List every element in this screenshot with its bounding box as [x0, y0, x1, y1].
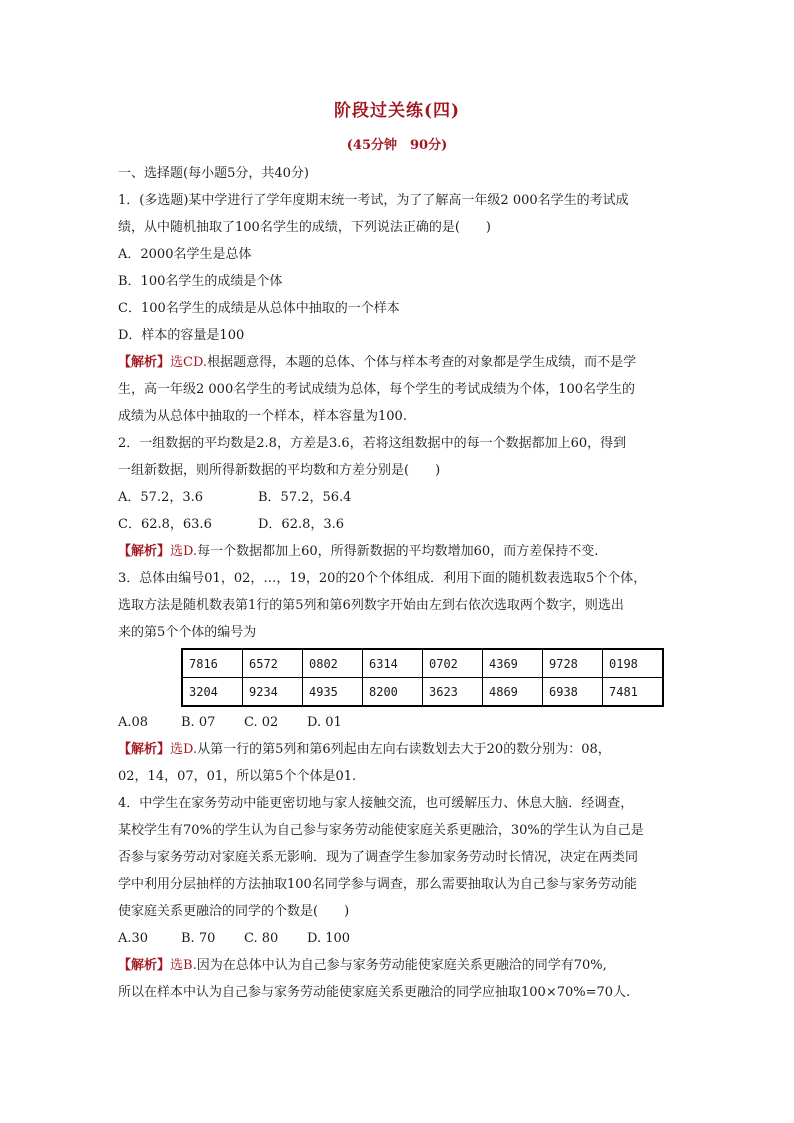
analysis — [118, 538, 678, 565]
option-b: B．57.2，56.4 — [258, 490, 352, 505]
option-d: D. 100 — [307, 931, 351, 946]
option-c: C．100名学生的成绩是从总体中抽取的一个样本 — [118, 301, 400, 316]
analysis — [118, 349, 678, 376]
analysis-label: 【解析】 — [118, 742, 171, 757]
table-cell: 4869 — [483, 678, 543, 707]
table-cell: 9728 — [543, 649, 603, 678]
table-cell: 3204 — [182, 678, 243, 707]
table-cell: 6314 — [363, 649, 423, 678]
table-cell: 7816 — [182, 649, 243, 678]
question-text: 选取方法是随机数表第1行的第5列和第6列数字开始由左到右依次选取两个数字，则选出 — [118, 598, 624, 613]
section-heading: 一、选择题(每小题5分，共40分) — [118, 166, 309, 181]
question-text: 4．中学生在家务劳动中能更密切地与家人接触交流，也可缓解压力、休息大脑．经调查， — [118, 796, 634, 811]
answer: 选CD. — [170, 355, 208, 370]
document-body — [118, 160, 678, 1006]
table-cell: 7481 — [603, 678, 664, 707]
question-text: 来的第5个个体的编号为 — [118, 625, 257, 640]
question-4 — [118, 790, 678, 1006]
table-cell: 0198 — [603, 649, 664, 678]
page-subtitle: (45分钟 90分) — [346, 138, 448, 153]
options-row — [118, 709, 678, 736]
option-c: C．62.8，63.6 — [118, 517, 212, 532]
option-c: C. 02 — [244, 715, 279, 730]
analysis-label: 【解析】 — [118, 958, 171, 973]
random-number-table — [181, 648, 664, 707]
analysis-text: 成绩为从总体中抽取的一个样本，样本容量为100. — [118, 409, 407, 424]
analysis-text: 因为在总体中认为自己参与家务劳动能使家庭关系更融洽的同学有70%, — [196, 958, 607, 973]
page-title: 阶段过关练(四) — [333, 101, 461, 121]
answer: 选D. — [170, 742, 198, 757]
table-cell: 0802 — [303, 649, 363, 678]
analysis-text: 02，14，07，01，所以第5个个体是01. — [118, 769, 357, 784]
question-text: 绩，从中随机抽取了100名学生的成绩，下列说法正确的是( ) — [118, 220, 491, 235]
table-cell: 9234 — [243, 678, 303, 707]
question-text: 学中利用分层抽样的方法抽取100名同学参与调查，那么需要抽取认为自己参与家务劳动能 — [118, 877, 637, 892]
question-2 — [118, 430, 678, 565]
question-text: 某校学生有70%的学生认为自己参与家务劳动能使家庭关系更融洽，30%的学生认为自己是 — [118, 823, 644, 838]
table-cell: 4369 — [483, 649, 543, 678]
table-cell: 4935 — [303, 678, 363, 707]
table-cell: 8200 — [363, 678, 423, 707]
question-text: 2．一组数据的平均数是2.8，方差是3.6，若将这组数据中的每一个数据都加上60，得到 — [118, 436, 627, 451]
options-row — [118, 484, 678, 511]
option-d: D．样本的容量是100 — [118, 328, 245, 343]
analysis-label: 【解析】 — [118, 355, 171, 370]
question-text: 3．总体由编号01，02，…，19，20的20个个体组成．利用下面的随机数表选取5个个体， — [118, 571, 647, 586]
analysis-text: 所以在样本中认为自己参与家务劳动能使家庭关系更融洽的同学应抽取100×70%=70人. — [118, 985, 631, 1000]
analysis — [118, 952, 678, 979]
table-row — [182, 678, 663, 707]
table-cell: 0702 — [423, 649, 483, 678]
analysis-label: 【解析】 — [118, 544, 171, 559]
option-a: A.30 — [118, 931, 149, 946]
analysis-text: 从第一行的第5列和第6列起由左向右读数划去大于20的数分别为：08， — [197, 742, 611, 757]
question-1 — [118, 187, 678, 430]
option-b: B．100名学生的成绩是个体 — [118, 274, 283, 289]
options-row — [118, 925, 678, 952]
answer: 选B. — [170, 958, 197, 973]
analysis-text: 每一个数据都加上60，所得新数据的平均数增加60，而方差保持不变. — [197, 544, 599, 559]
option-c: C. 80 — [244, 931, 279, 946]
option-d: D．62.8，3.6 — [258, 517, 345, 532]
option-a: A．57.2，3.6 — [118, 490, 204, 505]
question-3 — [118, 565, 678, 790]
table-cell: 6938 — [543, 678, 603, 707]
question-text: 否参与家务劳动对家庭关系无影响．现为了调查学生参加家务劳动时长情况，决定在两类同 — [118, 850, 639, 865]
analysis-text: 根据题意得，本题的总体、个体与样本考查的对象都是学生成绩，而不是学 — [207, 355, 637, 370]
table-cell: 6572 — [243, 649, 303, 678]
question-text: 1．(多选题)某中学进行了学年度期末统一考试，为了了解高一年级2 000名学生的考试成 — [118, 193, 629, 208]
table-row — [182, 649, 663, 678]
option-a: A．2000名学生是总体 — [118, 247, 252, 262]
analysis-text: 生，高一年级2 000名学生的考试成绩为总体，每个学生的考试成绩为个体，100名学生的 — [118, 382, 636, 397]
options-row — [118, 511, 678, 538]
option-b: B. 70 — [181, 931, 216, 946]
table-cell: 3623 — [423, 678, 483, 707]
option-d: D. 01 — [307, 715, 342, 730]
analysis — [118, 736, 678, 763]
question-text: 一组新数据，则所得新数据的平均数和方差分别是( ) — [118, 463, 441, 478]
option-b: B. 07 — [181, 715, 216, 730]
answer: 选D. — [170, 544, 198, 559]
option-a: A.08 — [118, 715, 149, 730]
question-text: 使家庭关系更融洽的同学的个数是( ) — [118, 904, 350, 919]
